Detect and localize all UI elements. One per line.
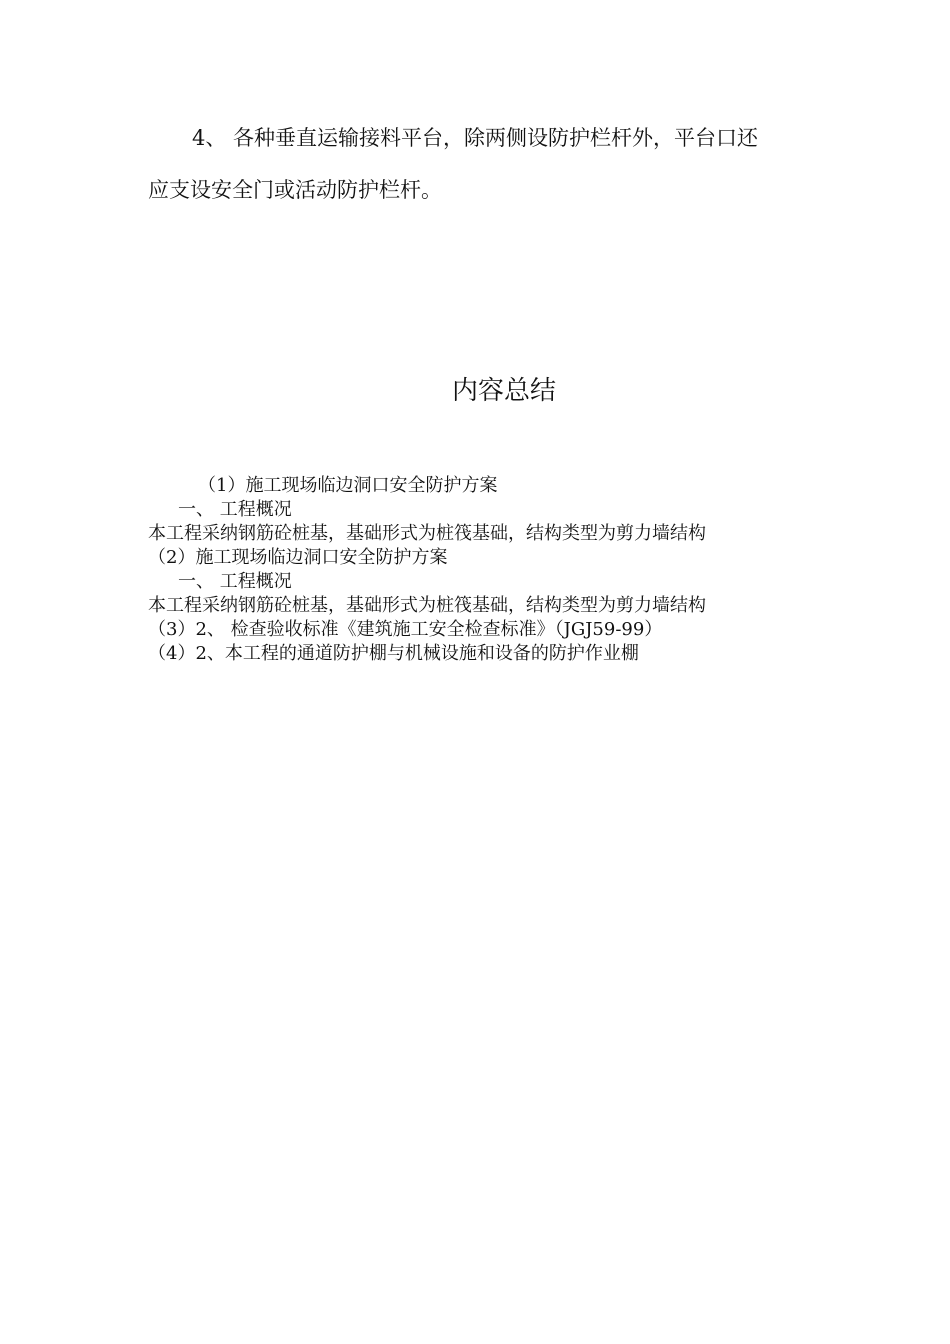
summary-line: （4）2、本工程的通道防护棚与机械设施和设备的防护作业棚 xyxy=(148,643,639,664)
summary-line: （1）施工现场临边洞口安全防护方案 xyxy=(198,475,498,496)
summary-line: 一、 工程概况 xyxy=(178,499,292,520)
summary-line: （3）2、 检查验收标准《建筑施工安全检查标准》（JGJ59-99） xyxy=(148,619,663,640)
paragraph-line-1: 4、 各种垂直运输接料平台，除两侧设防护栏杆外，平台口还 xyxy=(192,126,759,150)
summary-line: 一、 工程概况 xyxy=(178,571,292,592)
summary-line: 本工程采纳钢筋砼桩基，基础形式为桩筏基础，结构类型为剪力墙结构 xyxy=(148,523,706,544)
summary-title: 内容总结 xyxy=(451,376,556,406)
paragraph-line-2: 应支设安全门或活动防护栏杆。 xyxy=(148,178,442,202)
summary-line: 本工程采纳钢筋砼桩基，基础形式为桩筏基础，结构类型为剪力墙结构 xyxy=(148,595,706,616)
summary-list xyxy=(148,474,808,666)
summary-line: （2）施工现场临边洞口安全防护方案 xyxy=(148,547,448,568)
